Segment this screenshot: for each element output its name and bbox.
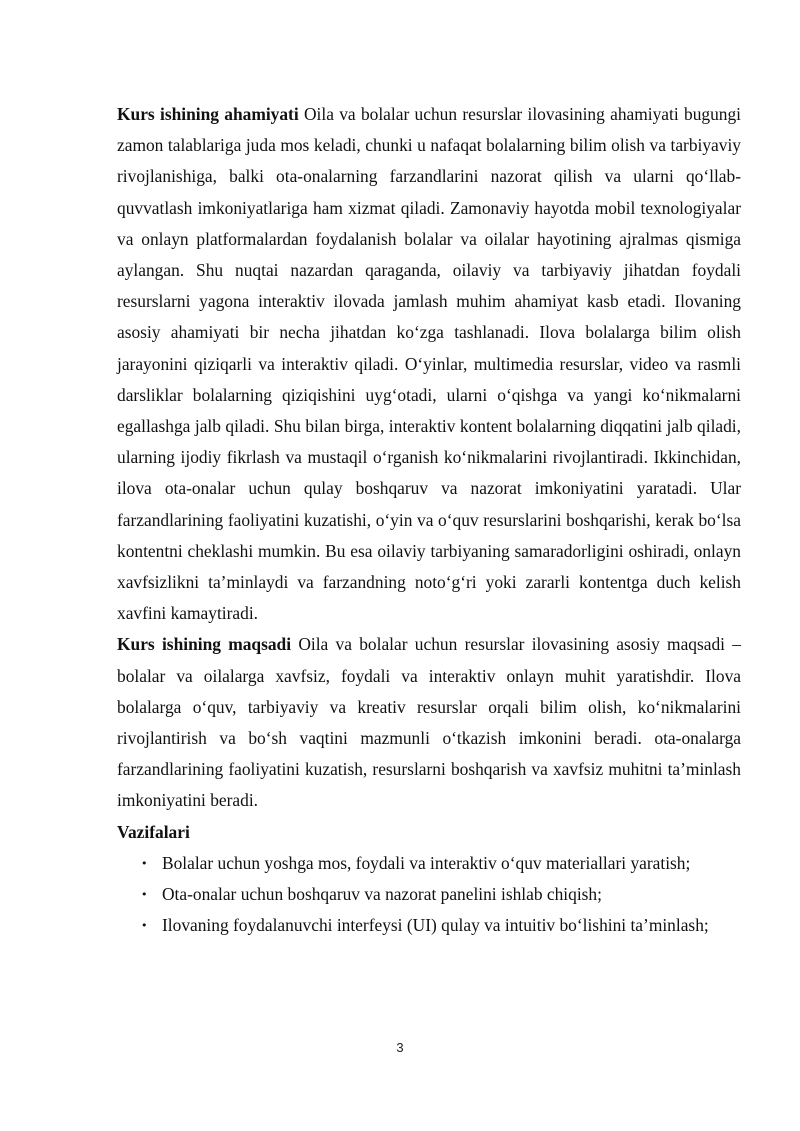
page-content [117,99,741,941]
tasks-heading: Vazifalari [117,821,190,842]
list-item [117,879,741,910]
bullet-icon: • [141,919,148,933]
tasks-list [117,848,741,942]
importance-paragraph [117,99,741,629]
page-number: 3 [396,1040,404,1055]
list-item [117,910,741,941]
goal-heading: Kurs ishining maqsadi [117,634,292,655]
task-text: Bolalar uchun yoshga mos, foydali va interaktiv o‘quv materiallari yaratish; [162,852,691,873]
task-text: Ota-onalar uchun boshqaruv va nazorat panelini ishlab chiqish; [162,884,602,905]
importance-heading: Kurs ishining ahamiyati [117,104,299,124]
importance-text: Oila va bolalar uchun resurslar ilovasining ahamiyati bugungi zamon talablariga juda mos keladi, chunki u nafaqat bolalarning bilim olish va tarbiyaviy rivojlanishiga, balki ota-onalarning farzandlarini nazorat qilish va ularni qo‘llab-quvvatlash imkoniyatlariga ham xizmat qiladi. Zamonaviy hayotda mobil texnologiyalar va onlayn platformalardan foydalanish bolalar va oilalar hayotining ajralmas qismiga aylangan. Shu nuqtai nazardan qaraganda, oilaviy va tarbiyaviy jihatdan foydali resurslarni yagona interaktiv ilovada jamlash muhim ahamiyat kasb etadi. Ilovaning asosiy ahamiyati bir necha jihatdan ko‘zga tashlanadi. Ilova bolalarga bilim olish jarayonini qiziqarli va interaktiv qiladi. O‘yinlar, multimedia resurslar, video va rasmli darsliklar bolalarning qiziqishini uyg‘otadi, ularni o‘qishga va yangi ko‘nikmalarni egallashga jalb qiladi. Shu bilan birga, interaktiv kontent bolalarning diqqatini jalb qiladi, ularning ijodiy fikrlash va mustaqil o‘rganish ko‘nikmalarini rivojlantiradi. Ikkinchidan, ilova ota-onalar uchun qulay boshqaruv va nazorat imkoniyatini yaratadi. Ular farzandlarining faoliyatini kuzatishi, o‘yin va o‘quv resurslarini boshqarishi, kerak bo‘lsa kontentni cheklashi mumkin. Bu esa oilaviy tarbiyaning samaradorligini oshiradi, onlayn xavfsizlikni ta’minlaydi va farzandning noto‘g‘ri yoki zararli kontentga duch kelish xavfini kamaytiradi. [117,104,741,624]
bullet-icon: • [141,856,148,870]
goal-paragraph [117,629,741,816]
task-text: Ilovaning foydalanuvchi interfeysi (UI) qulay va intuitiv bo‘lishini ta’minlash; [162,915,709,936]
bullet-icon: • [141,888,148,902]
list-item [117,848,741,879]
goal-text: Oila va bolalar uchun resurslar ilovasining asosiy maqsadi – bolalar va oilalarga xavfsiz, foydali va interaktiv onlayn muhit yaratishdir. Ilova bolalarga o‘quv, tarbiyaviy va kreativ resurslar orqali bilim olish, ko‘nikmalarini rivojlantirish va bo‘sh vaqtini mazmunli o‘tkazish imkonini beradi. ota-onalarga farzandlarining faoliyatini kuzatish, resurslarni boshqarish va xavfsiz muhitni ta’minlash imkoniyatini beradi. [117,634,741,811]
